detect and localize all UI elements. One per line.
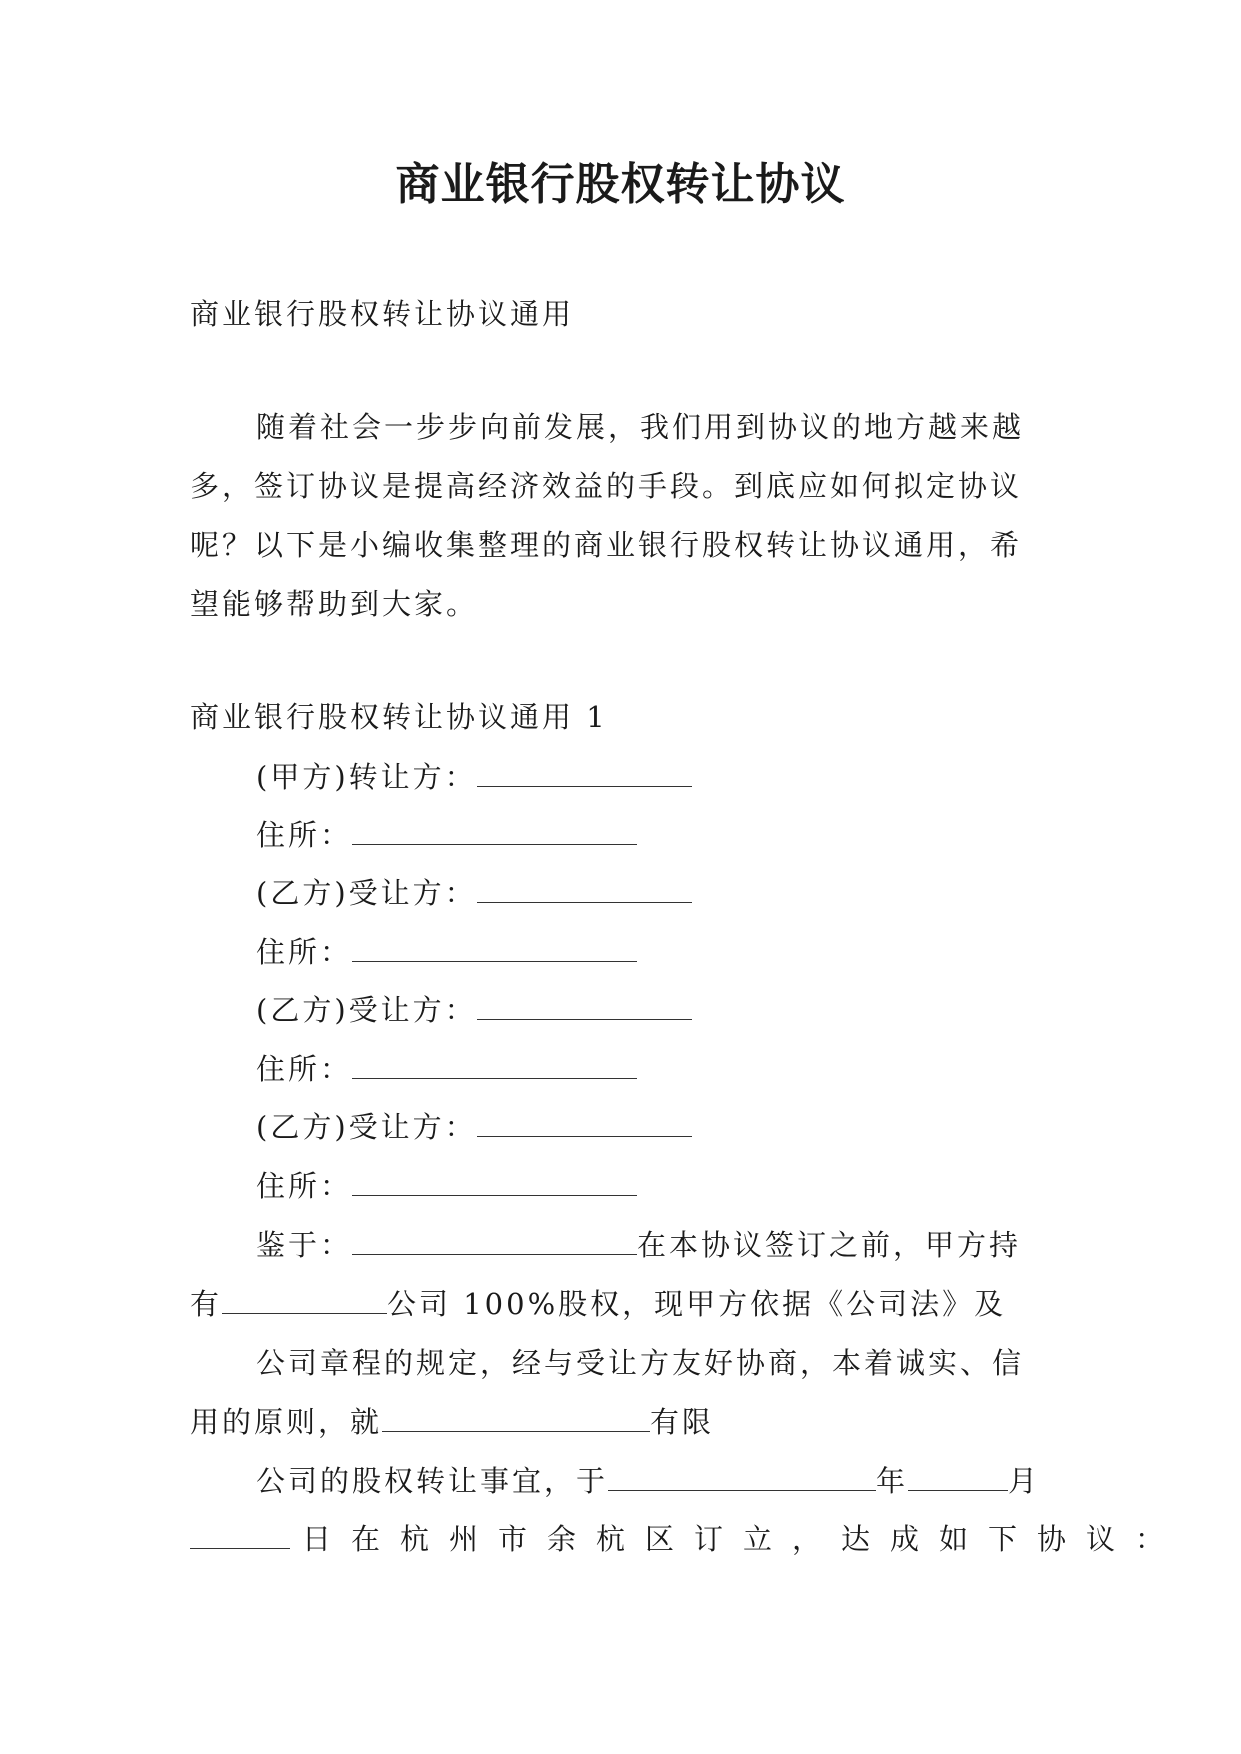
address-blank[interactable] bbox=[352, 937, 637, 962]
address-row-1 bbox=[256, 815, 1052, 855]
recital-text-4a: 用的原则，就 bbox=[190, 1405, 383, 1439]
address-label: 住所： bbox=[256, 1052, 353, 1086]
party-b-blank[interactable] bbox=[477, 995, 692, 1020]
intro-line-3: 呢？以下是小编收集整理的商业银行股权转让协议通用，希 bbox=[190, 528, 1023, 562]
recital-line-4 bbox=[190, 1402, 1052, 1442]
recital-blank-2[interactable] bbox=[222, 1289, 387, 1314]
recital-text-6: 日在杭州市余杭区订立，达成如下协议： bbox=[302, 1522, 1185, 1556]
recital-text-2b: 公司 100%股权，现甲方依据《公司法》及 bbox=[387, 1287, 1007, 1321]
document-subtitle: 商业银行股权转让协议通用 bbox=[190, 297, 575, 331]
recital-text-2a: 有 bbox=[190, 1287, 223, 1321]
party-a-row bbox=[256, 757, 1052, 797]
intro-line-1: 随着社会一步步向前发展，我们用到协议的地方越来越 bbox=[256, 410, 1025, 444]
month-blank[interactable] bbox=[908, 1466, 1008, 1491]
recital-text-5: 公司的股权转让事宜，于 bbox=[256, 1464, 609, 1498]
party-a-blank[interactable] bbox=[477, 762, 692, 787]
recital-line-2 bbox=[190, 1284, 1052, 1324]
recital-blank-4[interactable] bbox=[382, 1407, 650, 1432]
recital-blank-1[interactable] bbox=[352, 1230, 637, 1255]
address-blank[interactable] bbox=[352, 1054, 637, 1079]
address-blank[interactable] bbox=[352, 820, 637, 845]
year-blank[interactable] bbox=[608, 1466, 876, 1491]
month-label: 月 bbox=[1008, 1464, 1041, 1498]
address-row-4 bbox=[256, 1166, 1052, 1206]
party-b-row-1 bbox=[256, 873, 1052, 913]
address-row-3 bbox=[256, 1049, 1052, 1089]
recital-line-5 bbox=[256, 1461, 1052, 1501]
address-row-2 bbox=[256, 932, 1052, 972]
party-b-blank[interactable] bbox=[477, 878, 692, 903]
party-a-label: (甲方)转让方： bbox=[256, 760, 477, 794]
intro-line-4: 望能够帮助到大家。 bbox=[190, 587, 479, 621]
address-label: 住所： bbox=[256, 1169, 353, 1203]
party-b-blank[interactable] bbox=[477, 1112, 692, 1137]
day-blank[interactable] bbox=[190, 1524, 290, 1549]
intro-line-2: 多，签订协议是提高经济效益的手段。到底应如何拟定协议 bbox=[190, 469, 1023, 503]
section-heading: 商业银行股权转让协议通用 1 bbox=[190, 700, 608, 734]
recital-line-6 bbox=[190, 1519, 1185, 1559]
recital-text-4b: 有限 bbox=[650, 1405, 715, 1439]
address-label: 住所： bbox=[256, 935, 353, 969]
recital-line-3: 公司章程的规定，经与受让方友好协商，本着诚实、信 bbox=[256, 1346, 1025, 1380]
party-b-row-2 bbox=[256, 990, 1052, 1030]
address-label: 住所： bbox=[256, 818, 353, 852]
document-title: 商业银行股权转让协议 bbox=[395, 159, 846, 210]
party-b-label: (乙方)受让方： bbox=[256, 993, 477, 1027]
recital-line-1 bbox=[256, 1225, 1052, 1265]
recital-prefix: 鉴于： bbox=[256, 1228, 353, 1262]
address-blank[interactable] bbox=[352, 1171, 637, 1196]
party-b-label: (乙方)受让方： bbox=[256, 1110, 477, 1144]
party-b-row-3 bbox=[256, 1107, 1052, 1147]
recital-text-1: 在本协议签订之前，甲方持 bbox=[637, 1228, 1022, 1262]
year-label: 年 bbox=[876, 1464, 909, 1498]
party-b-label: (乙方)受让方： bbox=[256, 876, 477, 910]
